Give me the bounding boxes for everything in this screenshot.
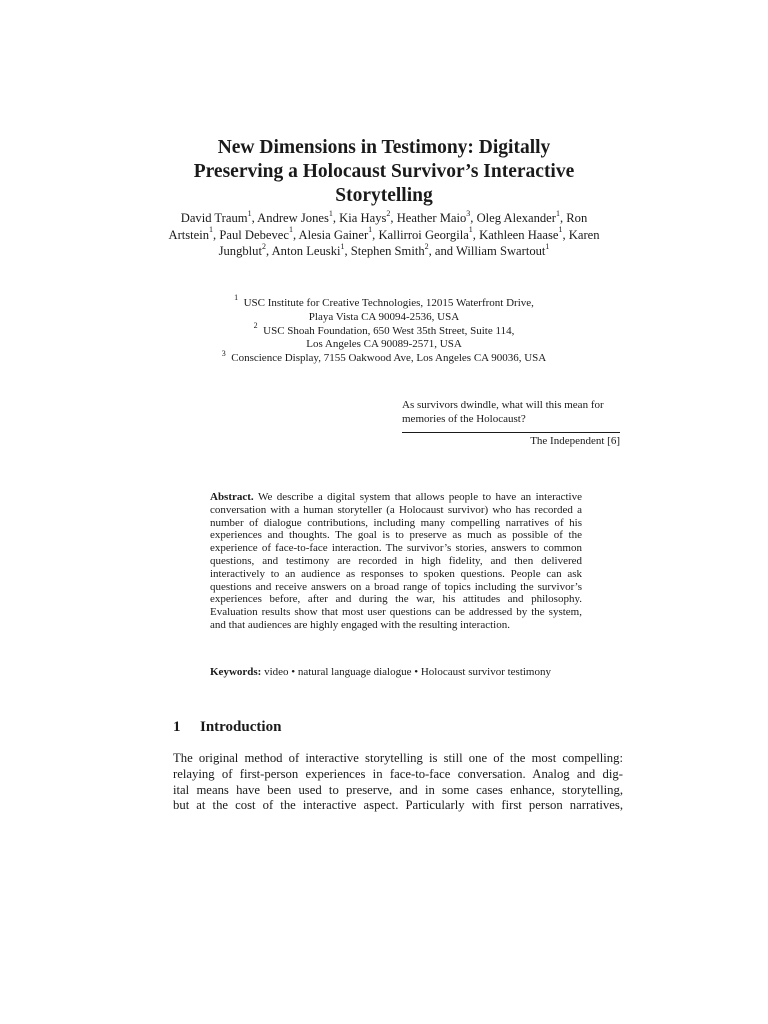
author-separator: , <box>265 244 272 258</box>
body-line: ital means have been used to preserve, and in some cases enhance, storytelling, <box>173 782 623 797</box>
affiliation-marker: 2 <box>253 320 258 330</box>
author-name: Karen Jungblut <box>218 227 600 258</box>
affiliation-marker: 3 <box>221 348 226 358</box>
affiliation-text: Conscience Display, 7155 Oakwood Ave, Los Angeles CA 90036, USA <box>231 352 547 365</box>
author-separator: , <box>213 227 220 242</box>
author-separator: , <box>344 244 351 258</box>
author-separator: , and <box>428 244 457 258</box>
body-line: The original method of interactive storytelling is still one of the most compelling: <box>173 751 623 765</box>
section-title: Introduction <box>200 719 282 735</box>
author-name: Andrew Jones <box>257 211 329 225</box>
author-affiliation-marker: 1 <box>328 208 333 218</box>
author-name: Heather Maio <box>396 211 467 225</box>
author-affiliation-marker: 1 <box>555 208 560 218</box>
author-separator: , <box>292 227 299 242</box>
abstract <box>210 491 582 632</box>
author-affiliation-marker: 1 <box>558 225 563 235</box>
epigraph-divider <box>402 432 620 433</box>
author-affiliation-marker: 3 <box>466 208 471 218</box>
body-line: relaying of first-person experiences in face-to-face conversation. Analog and dig- <box>173 766 623 781</box>
author-separator: , <box>251 211 258 225</box>
section-heading <box>173 718 603 736</box>
title-line: Storytelling <box>335 185 433 206</box>
abstract-text: We describe a digital system that allows people to have an interactive conversation with a human storyteller (a Holocaust survivor) who has recorded a number of dialogue contributions, including many compelling narratives of his experiences and thoughts. The goal is to preserve as much as possible of the experience of face-to-face interaction. The survivor’s stories, answers to common questions, and testimony are recorded in high fidelity, and then delivered interactively to an audience as responses to spoken questions. People can ask questions and receive answers on a broad range of topics including the survivor’s experiences before, after and during the war, his attitudes and philosophy. Evaluation results show that most user questions can be addressed by the system, and that audiences are highly engaged with the resulting interaction. <box>210 491 582 631</box>
author-affiliation-marker: 2 <box>386 208 391 218</box>
author-affiliation-marker: 1 <box>247 208 252 218</box>
author-separator: , <box>332 211 340 225</box>
author-name: William Swartout <box>456 244 546 258</box>
author-name: Paul Debevec <box>219 227 289 242</box>
author-name: Kallirroi Georgila <box>378 227 469 242</box>
keywords-text: video • natural language dialogue • Holocaust survivor testimony <box>264 666 551 678</box>
affiliation-marker: 1 <box>234 293 239 303</box>
author-affiliation-marker: 1 <box>545 241 550 251</box>
section-body <box>173 751 623 814</box>
author-separator: , <box>390 211 397 225</box>
title-line: New Dimensions in Testimony: Digitally <box>217 137 551 158</box>
author-affiliation-marker: 2 <box>424 241 429 251</box>
body-line: but at the cost of the interactive aspect. Particularly with first person narratives, <box>173 798 623 813</box>
author-name: Anton Leuski <box>271 244 341 258</box>
author-name: David Traum <box>180 211 248 225</box>
author-separator: , <box>470 211 477 225</box>
author-name: Ron Artstein <box>168 211 588 242</box>
author-affiliation-marker: 1 <box>209 225 214 235</box>
author-affiliation-marker: 1 <box>340 241 345 251</box>
author-separator: , <box>562 227 569 242</box>
affiliation-line <box>150 348 618 366</box>
paper-title <box>150 136 618 208</box>
keywords <box>210 666 582 679</box>
author-name: Kia Hays <box>339 211 387 225</box>
author-affiliation-marker: 1 <box>468 225 473 235</box>
epigraph-source: The Independent [6] <box>530 435 620 447</box>
author-affiliation-marker: 1 <box>288 225 293 235</box>
author-affiliation-marker: 1 <box>368 225 373 235</box>
author-separator: , <box>372 227 379 242</box>
author-name: Alesia Gainer <box>298 227 369 242</box>
epigraph-quote: As survivors dwindle, what will this mean for memories of the Holocaust? <box>402 399 604 425</box>
affiliation-text: Playa Vista CA 90094-2536, USA <box>308 310 460 323</box>
author-affiliation-marker: 2 <box>261 241 266 251</box>
abstract-label: Abstract. <box>210 491 254 503</box>
affiliation-text: USC Institute for Creative Technologies, 12015 Waterfront Drive, <box>243 297 534 309</box>
author-list <box>168 210 600 260</box>
affiliation-text: Los Angeles CA 90089-2571, USA <box>306 338 462 351</box>
author-separator: , <box>472 227 480 242</box>
author-separator: , <box>559 211 567 225</box>
section-number: 1 <box>173 719 181 735</box>
affiliation-list <box>150 293 618 366</box>
keywords-label: Keywords: <box>210 666 262 678</box>
title-line: Preserving a Holocaust Survivor’s Interactive <box>193 161 575 182</box>
author-name: Stephen Smith <box>350 244 425 258</box>
affiliation-line <box>150 320 618 339</box>
affiliation-line <box>150 293 618 311</box>
author-name: Kathleen Haase <box>479 227 559 242</box>
author-name: Oleg Alexander <box>476 211 556 225</box>
affiliation-text: USC Shoah Foundation, 650 West 35th Street, Suite 114, <box>263 324 515 337</box>
